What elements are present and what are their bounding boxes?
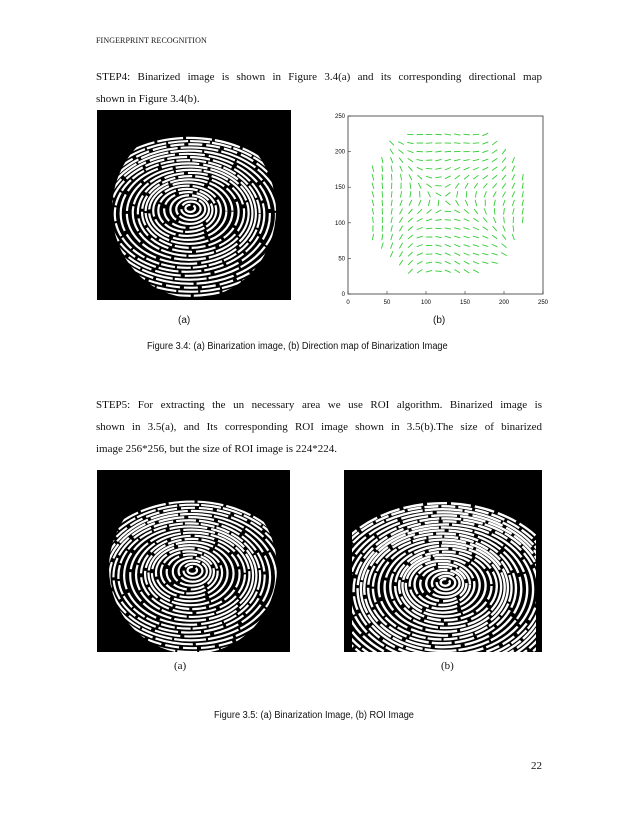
x-tick-label: 150 xyxy=(459,300,471,306)
x-tick-label: 0 xyxy=(346,300,350,306)
direction-map-plot xyxy=(330,110,550,310)
direction-arrow xyxy=(426,151,432,152)
running-header: FINGERPRINT RECOGNITION xyxy=(96,36,207,45)
x-tick-label: 100 xyxy=(420,300,432,306)
y-tick-label: 150 xyxy=(334,185,345,192)
x-tick-label: 250 xyxy=(537,300,549,306)
x-tick-label: 50 xyxy=(383,300,391,306)
fingerprint-ridge xyxy=(181,202,200,216)
x-tick-label: 200 xyxy=(498,300,510,306)
figure34-caption: Figure 3.4: (a) Binarization image, (b) Direction map of Binarization Image xyxy=(147,341,448,352)
direction-arrow xyxy=(426,168,432,169)
step4-line-1: STEP4: Binarized image is shown in Figure 3.4(a) and its corresponding directional map xyxy=(96,71,542,83)
direction-arrow xyxy=(494,208,495,214)
direction-arrow xyxy=(426,143,432,144)
y-tick-label: 0 xyxy=(341,292,345,298)
step5-line-2: shown in 3.5(a), and Its corresponding ROI image shown in 3.5(b).The size of binarized xyxy=(96,421,542,433)
step5-paragraph xyxy=(96,394,542,460)
roi-fingerprint-image xyxy=(344,470,542,652)
binarized-fingerprint-graphic-2 xyxy=(97,470,290,652)
fingerprint-ridge xyxy=(185,205,195,212)
step4-line-2: shown in Figure 3.4(b). xyxy=(96,93,200,105)
page-number: 22 xyxy=(531,760,542,772)
step5-line-1: STEP5: For extracting the un necessary area we use ROI algorithm. Binarized image is xyxy=(96,399,542,411)
fingerprint-ridge xyxy=(188,567,197,574)
y-tick-label: 100 xyxy=(334,220,345,227)
step4-paragraph xyxy=(96,66,542,110)
binarized-fingerprint-image xyxy=(97,110,291,300)
binarized-fingerprint-image-2 xyxy=(97,470,290,652)
direction-arrow xyxy=(382,174,383,180)
y-tick-label: 200 xyxy=(334,149,345,156)
direction-arrow xyxy=(435,271,441,272)
figure35-label-a: (a) xyxy=(174,660,187,672)
direction-arrow xyxy=(473,143,479,144)
figure34-label-a: (a) xyxy=(178,315,191,326)
y-tick-label: 250 xyxy=(334,114,345,120)
step5-line-3: image 256*256, but the size of ROI image is 224*224. xyxy=(96,443,338,455)
fingerprint-ridge xyxy=(441,579,450,586)
binarized-fingerprint-graphic xyxy=(97,110,291,300)
figure35-label-b: (b) xyxy=(441,660,454,672)
y-tick-label: 50 xyxy=(338,256,345,263)
direction-map-svg xyxy=(330,110,550,310)
direction-arrow xyxy=(382,183,383,189)
roi-fingerprint-graphic xyxy=(344,470,542,652)
figure34-label-b: (b) xyxy=(433,315,446,326)
figure35-caption: Figure 3.5: (a) Binarization Image, (b) ROI Image xyxy=(214,710,414,721)
